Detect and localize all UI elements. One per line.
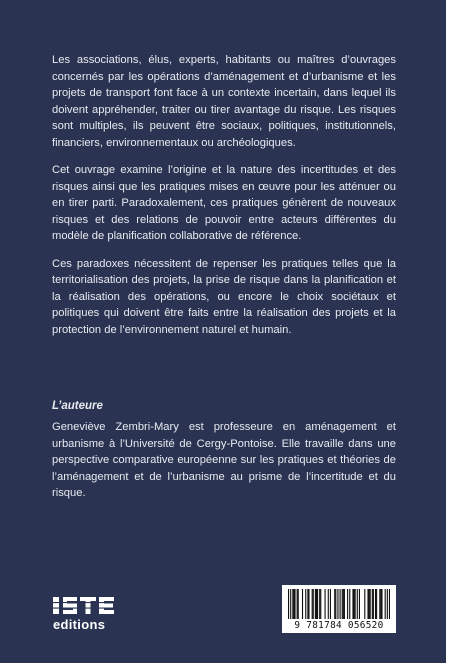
barcode-bar xyxy=(328,589,329,619)
author-bio: Geneviève Zembri-Mary est professeure en aménagement et urbanisme à l’Université de Cergy-Pontoise. Elle travaille dans une perspective comparative européenne sur les pratiques et théories de l’aménagement et de l’urbanisme au prisme de l’incertitude et du risque. xyxy=(52,421,396,499)
barcode-bar xyxy=(375,589,376,619)
barcode-bar xyxy=(305,589,306,619)
barcode-bar xyxy=(343,589,344,619)
isbn-number: 9 781784 056520 xyxy=(294,620,384,631)
barcode-bar xyxy=(330,589,331,619)
barcode-bar xyxy=(340,589,341,619)
author-section xyxy=(52,398,396,502)
description-block xyxy=(52,52,396,349)
barcode-bar xyxy=(387,589,388,619)
barcode-bar xyxy=(373,589,374,619)
barcode-bar xyxy=(290,589,291,619)
barcode-bar xyxy=(372,589,373,619)
barcode-bar xyxy=(334,589,335,619)
barcode-bar xyxy=(293,589,294,619)
barcode-bar xyxy=(357,589,358,619)
barcode-bar xyxy=(319,589,320,619)
barcode-bar xyxy=(344,589,345,619)
barcode-bar xyxy=(376,589,377,619)
barcode-bar xyxy=(312,589,313,619)
barcode-bar xyxy=(325,589,326,619)
barcode-bar xyxy=(320,589,321,619)
barcode-bar xyxy=(367,589,368,619)
barcode-bar xyxy=(379,589,380,619)
barcode-bar xyxy=(381,589,382,619)
barcode-bars xyxy=(288,589,390,619)
logo-editions-text: editions xyxy=(53,617,106,632)
description-paragraph-1: Les associations, élus, experts, habitants ou maîtres d’ouvrages concernés par les opérations d’aménagement et d’urbanisme et les projets de transport font face à un contexte incertain, dans lequel ils doivent appréhender, traiter ou tirer avantage du risque. Les risques sont multiples, ils peuvent être sociaux, politiques, institutionnels, financiers, environnementaux ou archéologiques. xyxy=(52,54,396,149)
barcode-bar xyxy=(307,589,308,619)
barcode-bar xyxy=(359,589,360,619)
description-paragraph-2: Cet ouvrage examine l’origine et la nature des incertitudes et des risques ainsi que les pratiques mises en œuvre pour les atténuer ou en tirer parti. Paradoxalement, ces pratiques génèrent de nouveaux risques et des relations de pouvoir entre acteurs différentes du modèle de planification collaborative de référence. xyxy=(52,164,396,242)
barcode-bar xyxy=(380,589,381,619)
barcode-bar xyxy=(313,589,314,619)
barcode-bar xyxy=(337,589,338,619)
barcode-bar xyxy=(342,589,343,619)
barcode-bar xyxy=(315,589,316,619)
barcode-bar xyxy=(370,589,371,619)
barcode-bar xyxy=(335,589,336,619)
barcode-bar xyxy=(385,589,386,619)
barcode-bar xyxy=(355,589,356,619)
barcode-bar xyxy=(353,589,354,619)
barcode-bar xyxy=(294,589,295,619)
barcode-bar xyxy=(302,589,303,619)
barcode-bar xyxy=(369,589,370,619)
barcode-bar xyxy=(308,589,309,619)
barcode-bar xyxy=(288,589,289,619)
barcode-bar xyxy=(292,589,293,619)
isbn-barcode xyxy=(282,585,396,633)
description-paragraph-3: Ces paradoxes nécessitent de repenser les pratiques telles que la territorialisation des projets, la prise de risque dans la planification et la réalisation des opérations, ou encore le choix sociétaux et politiques qui doivent être faits entre la réalisation des projets et la protection de l’environnement naturel et humain. xyxy=(52,257,396,336)
barcode-bar xyxy=(297,589,298,619)
barcode-bar xyxy=(389,589,390,619)
barcode-bar xyxy=(364,589,365,619)
barcode-bar xyxy=(352,589,353,619)
author-heading: L’auteure xyxy=(52,400,103,412)
barcode-bar xyxy=(317,589,318,619)
barcode-bar xyxy=(347,589,348,619)
barcode-bar xyxy=(349,589,350,619)
barcode-bar xyxy=(316,589,317,619)
iste-editions-logo xyxy=(52,594,144,636)
barcode-bar xyxy=(298,589,299,619)
